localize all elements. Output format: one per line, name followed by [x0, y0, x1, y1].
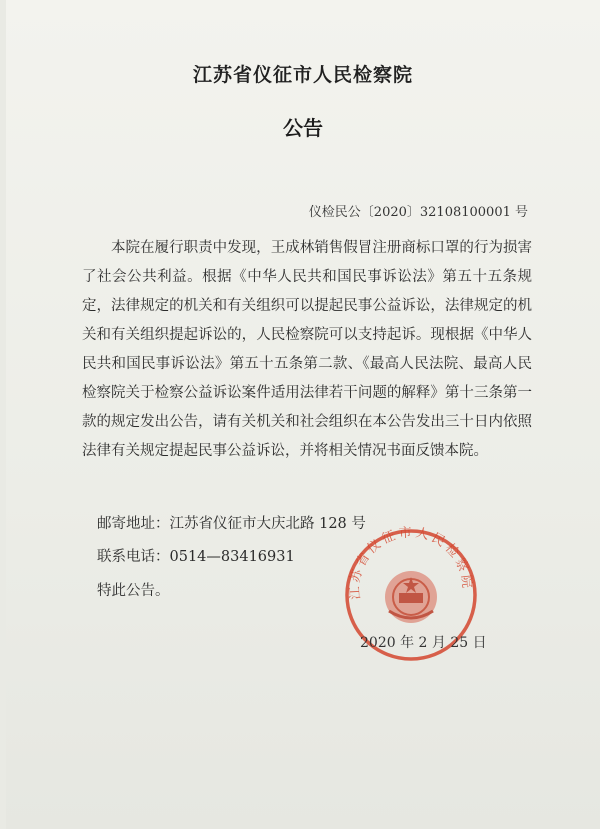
national-emblem-icon: [385, 571, 437, 623]
notice-paper: [6, 0, 600, 829]
notice-paragraph: 本院在履行职责中发现，王成林销售假冒注册商标口罩的行为损害了社会公共利益。根据《中华人民共和国民事诉讼法》第五十五条规定，法律规定的机关和有关组织可以提起民事公益诉讼，法律规定的机关和有关组织提起诉讼的，人民检察院可以支持起诉。现根据《中华人民共和国民事诉讼法》第五十五条第二款、《最高人民法院、最高人民检察院关于检察公益诉讼案件适用法律若干问题的解释》第十三条第一款的规定发出公告，请有关机关和社会组织在本公告发出三十日内依照法律有关规定提起民事公益诉讼，并将相关情况书面反馈本院。: [82, 240, 532, 459]
notice-date: 2020 年 2 月 25 日: [360, 635, 487, 651]
notice-title: 公告: [283, 116, 323, 140]
svg-text:江苏省仪征市人民检察院: 江苏省仪征市人民检察院: [347, 525, 475, 600]
document-number: 仪检民公〔2020〕32108100001 号: [308, 205, 528, 220]
closing-line: 特此公告。: [97, 583, 170, 599]
contact-phone: 联系电话：0514—83416931: [97, 549, 295, 565]
mailing-address: 邮寄地址：江苏省仪征市大庆北路 128 号: [97, 516, 366, 532]
organization-title: 江苏省仪征市人民检察院: [192, 64, 413, 86]
notice-body: [82, 234, 532, 466]
